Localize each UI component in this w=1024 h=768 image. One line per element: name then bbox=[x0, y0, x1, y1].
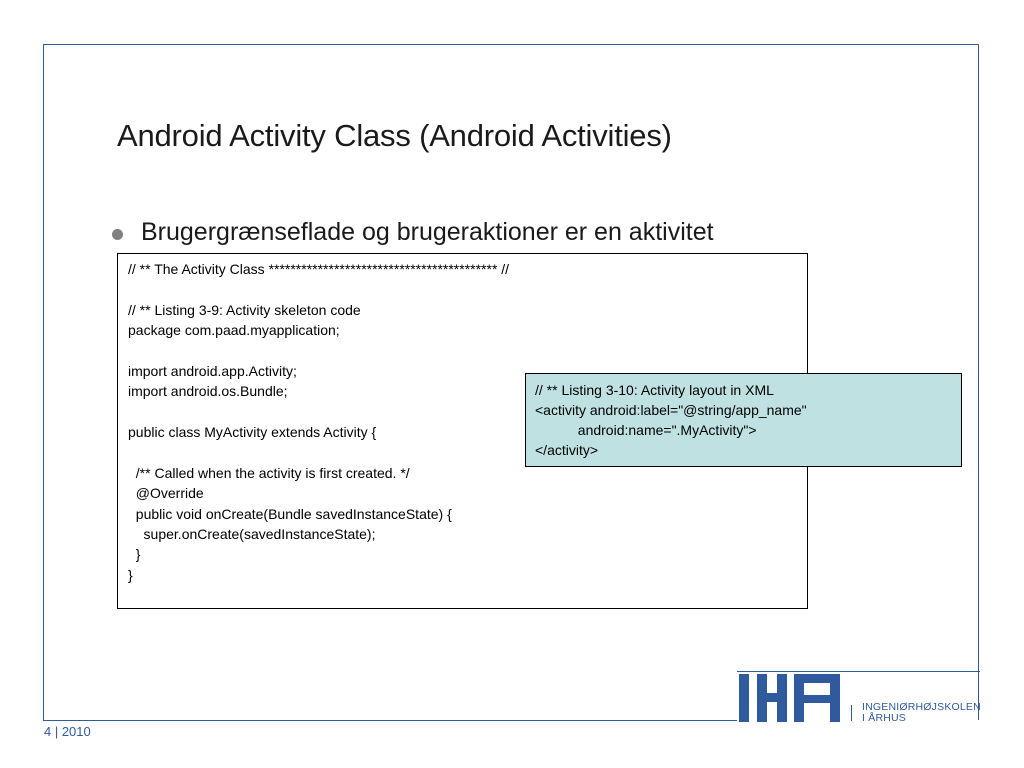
xml-line: android:name=".MyActivity"> bbox=[535, 422, 757, 438]
code-line: public class MyActivity extends Activity { bbox=[128, 424, 377, 440]
code-line: public void onCreate(Bundle savedInstanceState) { bbox=[128, 506, 452, 522]
code-line: package com.paad.myapplication; bbox=[128, 322, 340, 338]
code-line: // ** The Activity Class ****************************************** // bbox=[128, 261, 510, 277]
logo-separator bbox=[851, 705, 852, 721]
slide-frame-bottom-line bbox=[43, 720, 737, 721]
bullet-icon bbox=[112, 229, 123, 240]
xml-line: // ** Listing 3-10: Activity layout in XML bbox=[535, 382, 774, 398]
xml-line: <activity android:label="@string/app_name" bbox=[535, 402, 807, 418]
logo-line-1: INGENIØRHØJSKOLEN bbox=[862, 701, 981, 713]
code-line: super.onCreate(savedInstanceState); bbox=[128, 526, 376, 542]
iha-logo-icon bbox=[737, 672, 980, 722]
code-line: // ** Listing 3-9: Activity skeleton code bbox=[128, 302, 361, 318]
code-line: } bbox=[128, 567, 133, 583]
code-line: } bbox=[128, 546, 141, 562]
xml-listing-box bbox=[525, 373, 962, 467]
slide-title: Android Activity Class (Android Activities) bbox=[117, 118, 672, 153]
page-number: 4 | 2010 bbox=[44, 724, 91, 739]
bullet-text: Brugergrænseflade og brugeraktioner er en aktivitet bbox=[141, 218, 714, 246]
code-line: @Override bbox=[128, 485, 204, 501]
code-line: /** Called when the activity is first created. */ bbox=[128, 465, 410, 481]
code-line: import android.app.Activity; bbox=[128, 363, 297, 379]
xml-line: </activity> bbox=[535, 442, 599, 458]
code-line: import android.os.Bundle; bbox=[128, 383, 288, 399]
logo-line-2: I ÅRHUS bbox=[862, 712, 906, 724]
